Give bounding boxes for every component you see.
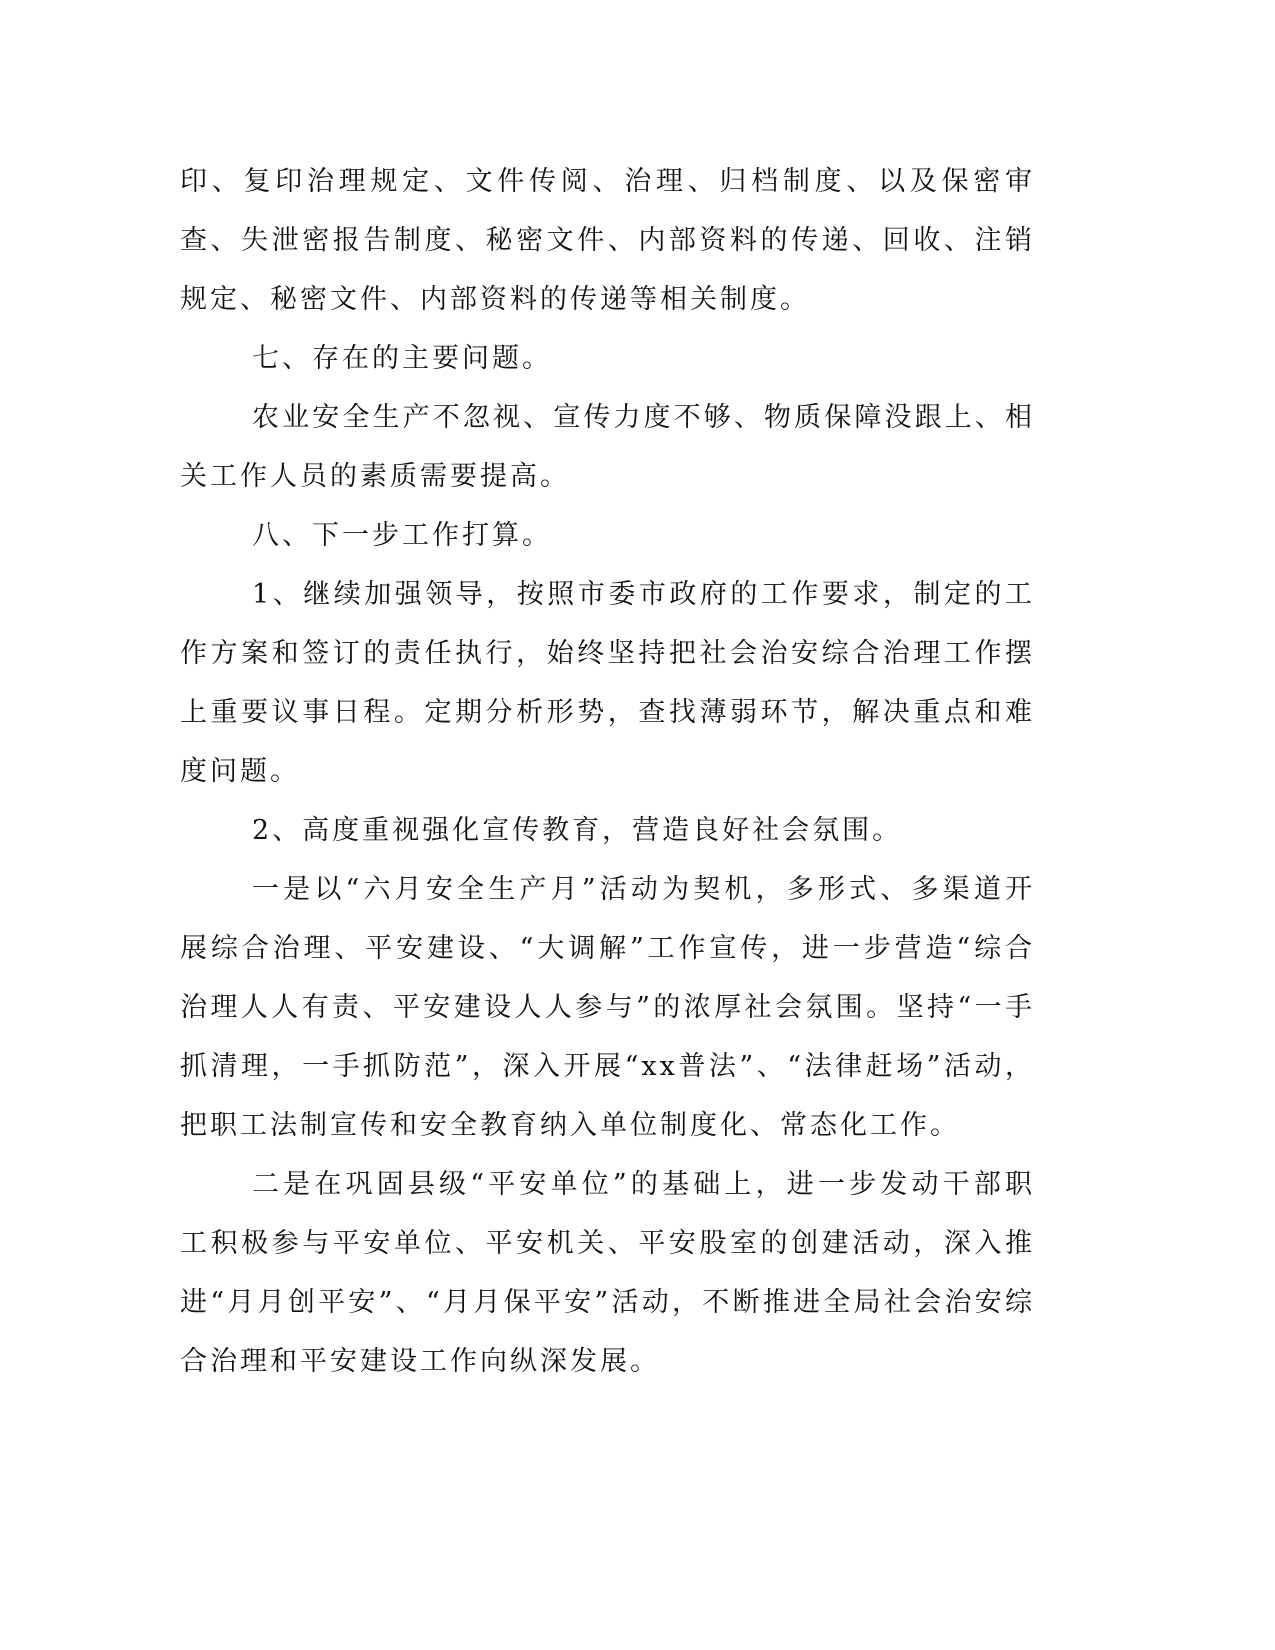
plan-item-1: 1、继续加强领导，按照市委市政府的工作要求，制定的工作方案和签订的责任执行，始终坚持把社会治安综合治理工作摆上重要议事日程。定期分析形势，查找薄弱环节，解决重点和难度问题。 xyxy=(180,579,1035,787)
document-body xyxy=(180,152,1035,1391)
section-seven-heading: 七、存在的主要问题。 xyxy=(252,343,552,374)
section-seven-body: 农业安全生产不忽视、宣传力度不够、物质保障没跟上、相关工作人员的素质需要提高。 xyxy=(180,402,1035,492)
plan-item-2: 2、高度重视强化宣传教育，营造良好社会氛围。 xyxy=(252,815,903,846)
paragraph-continued-regulations: 印、复印治理规定、文件传阅、治理、归档制度、以及保密审查、失泄密报告制度、秘密文件、内部资料的传递、回收、注销规定、秘密文件、内部资料的传递等相关制度。 xyxy=(180,166,1035,315)
plan-item-2-second: 二是在巩固县级“平安单位”的基础上，进一步发动干部职工积极参与平安单位、平安机关、平安股室的创建活动，深入推进“月月创平安”、“月月保平安”活动，不断推进全局社会治安综合治理和平安建设工作向纵深发展。 xyxy=(180,1169,1035,1377)
plan-item-2-first: 一是以“六月安全生产月”活动为契机，多形式、多渠道开展综合治理、平安建设、“大调解”工作宣传，进一步营造“综合治理人人有责、平安建设人人参与”的浓厚社会氛围。坚持“一手抓清理，一手抓防范”，深入开展“xx普法”、“法律赶场”活动，把职工法制宣传和安全教育纳入单位制度化、常态化工作。 xyxy=(180,874,1035,1141)
section-eight-heading: 八、下一步工作打算。 xyxy=(252,520,552,551)
